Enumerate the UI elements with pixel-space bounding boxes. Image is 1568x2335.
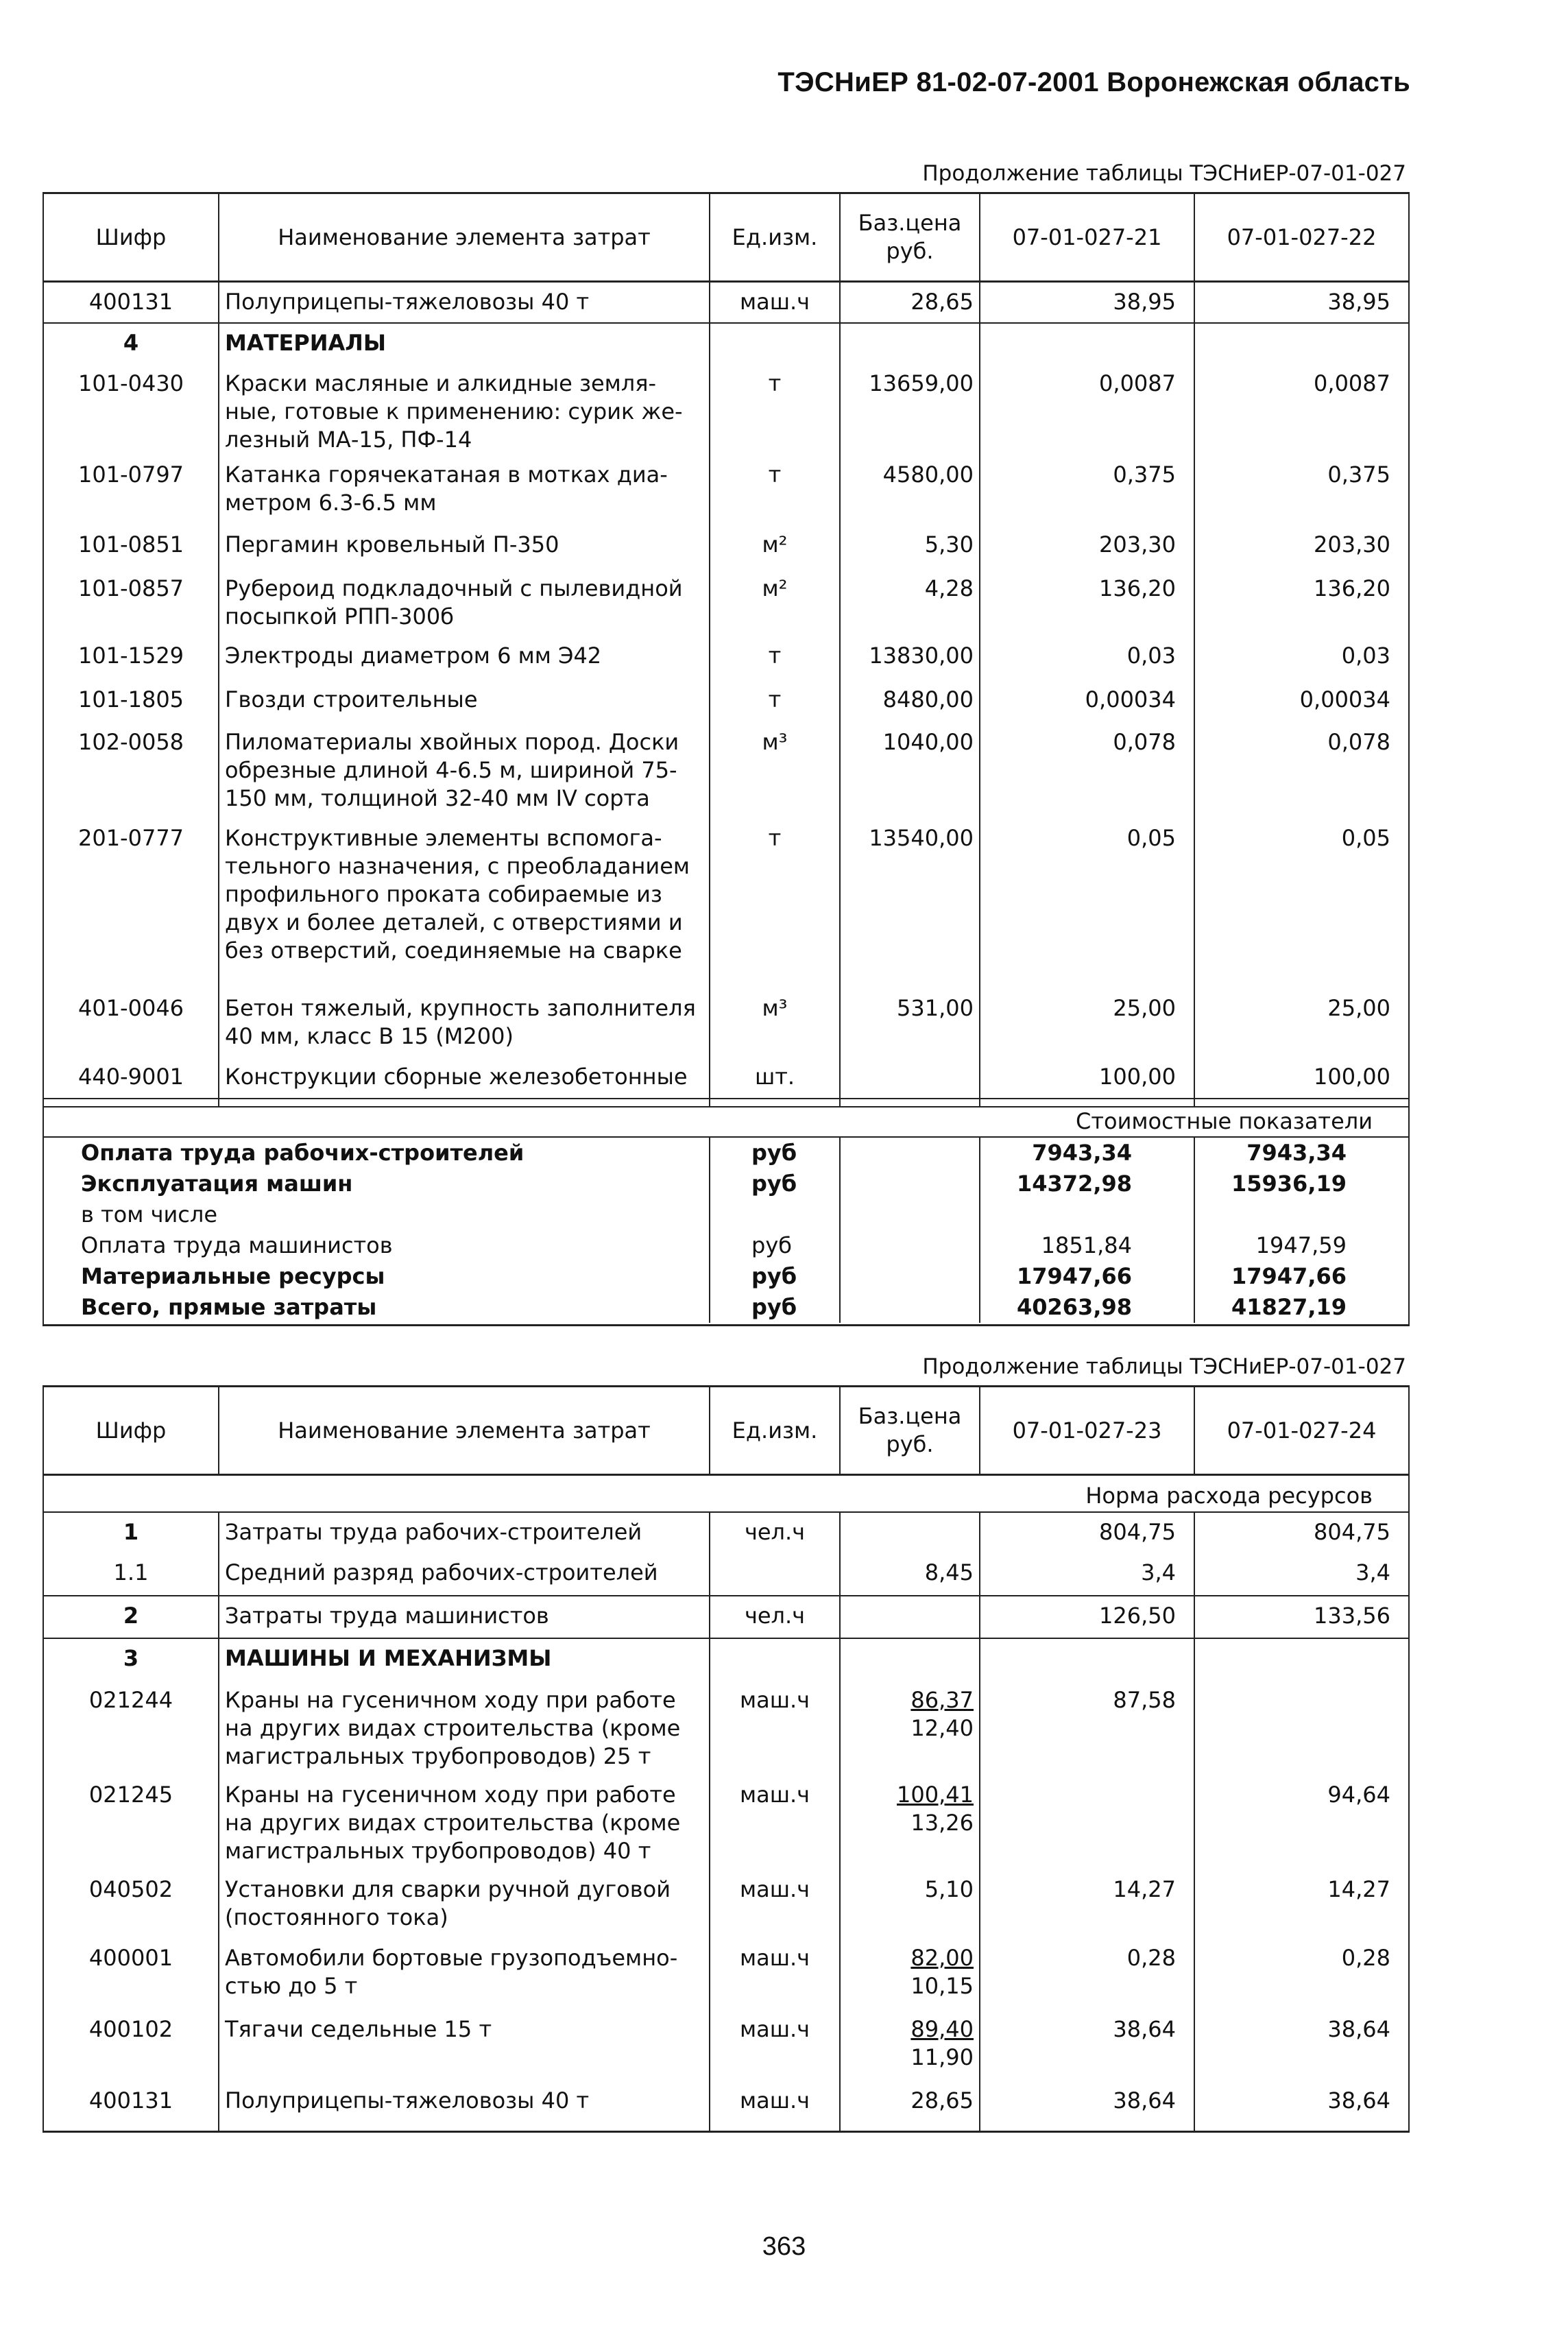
cell-name: Гвозди строительные	[219, 679, 710, 721]
total-unit: руб	[710, 1292, 840, 1323]
total-label: в том числе	[43, 1199, 710, 1230]
cell-value: 0,0087	[1194, 363, 1409, 454]
cell-unit: т	[710, 635, 840, 679]
total-value: 14372,98	[980, 1169, 1194, 1199]
cell-price: 5,30	[840, 524, 980, 568]
cell-value	[1194, 1638, 1409, 1681]
cell-name: Тягачи седельные 15 т	[219, 2010, 710, 2081]
cell-value: 38,64	[1194, 2010, 1409, 2081]
cell-unit: т	[710, 679, 840, 721]
cell-unit: маш.ч	[710, 1681, 840, 1775]
cell-value: 126,50	[980, 1596, 1194, 1638]
cell-value: 0,078	[980, 721, 1194, 817]
cell-name: Полуприцепы-тяжеловозы 40 т	[219, 282, 710, 323]
total-price	[840, 1292, 980, 1323]
cell-name: Электроды диаметром 6 мм Э42	[219, 635, 710, 679]
table-row	[43, 524, 1409, 568]
cell-value: 14,27	[980, 1870, 1194, 1939]
cell-unit: м³	[710, 987, 840, 1056]
cell-price	[840, 1056, 980, 1099]
table1	[43, 192, 1410, 1326]
cell-price	[840, 2010, 980, 2081]
table-row	[43, 1870, 1409, 1939]
section-title: МАТЕРИАЛЫ	[219, 323, 710, 363]
col-header: Баз.цена руб.	[840, 193, 980, 282]
table2-continuation: Продолжение таблицы ТЭСНиЕР-07-01-027	[922, 1354, 1406, 1379]
cell-code: 201-0777	[43, 817, 219, 987]
cell-code: 400102	[43, 2010, 219, 2081]
cell-name: Конструкции сборные железобетонные	[219, 1056, 710, 1099]
cell-value: 38,95	[980, 282, 1194, 323]
cell-price: 4,28	[840, 568, 980, 635]
total-unit: руб	[710, 1137, 840, 1169]
total-label: Оплата труда машинистов	[43, 1230, 710, 1261]
total-row	[43, 1230, 1409, 1261]
total-price	[840, 1199, 980, 1230]
cell-value: 38,64	[980, 2010, 1194, 2081]
cell-value: 136,20	[980, 568, 1194, 635]
total-price	[840, 1261, 980, 1292]
price-value: 100,41	[897, 1781, 974, 1808]
total-value: 7943,34	[1194, 1137, 1409, 1169]
cell-code: 1.1	[43, 1553, 219, 1596]
table-row	[43, 454, 1409, 524]
cell-name: Краны на гусеничном ходу при работе на других видах строительства (кроме магистральных трубопроводов) 40 т	[219, 1775, 710, 1870]
cell-price	[840, 1939, 980, 2010]
cell-unit: чел.ч	[710, 1512, 840, 1553]
total-row	[43, 1137, 1409, 1169]
col-header: Ед.изм.	[710, 1387, 840, 1475]
cell-value: 94,64	[1194, 1775, 1409, 1870]
total-price	[840, 1230, 980, 1261]
price-machinist-value: 10,15	[910, 1972, 974, 1999]
cell-code: 2	[43, 1596, 219, 1638]
cell-name: Затраты труда машинистов	[219, 1596, 710, 1638]
total-value	[1194, 1199, 1409, 1230]
cell-code: 400001	[43, 1939, 219, 2010]
table2	[43, 1385, 1410, 2133]
cell-value: 87,58	[980, 1681, 1194, 1775]
table-row	[43, 679, 1409, 721]
table1-continuation: Продолжение таблицы ТЭСНиЕР-07-01-027	[922, 161, 1406, 186]
cell-value	[1194, 1681, 1409, 1775]
cell-unit: шт.	[710, 1056, 840, 1099]
total-value: 41827,19	[1194, 1292, 1409, 1323]
cell-unit: чел.ч	[710, 1596, 840, 1638]
cost-header: Стоимостные показатели	[43, 1107, 1409, 1137]
total-row	[43, 1261, 1409, 1292]
cell-code: 021245	[43, 1775, 219, 1870]
table-row	[43, 282, 1409, 323]
cell-value: 100,00	[1194, 1056, 1409, 1099]
cell-value: 3,4	[1194, 1553, 1409, 1596]
total-price	[840, 1169, 980, 1199]
price-value: 86,37	[910, 1686, 974, 1713]
cell-code: 401-0046	[43, 987, 219, 1056]
cell-unit: т	[710, 363, 840, 454]
cell-name: Пергамин кровельный П-350	[219, 524, 710, 568]
cell-unit: т	[710, 454, 840, 524]
cell-value: 203,30	[1194, 524, 1409, 568]
total-value: 7943,34	[980, 1137, 1194, 1169]
cell-value: 0,03	[1194, 635, 1409, 679]
total-unit: руб	[710, 1261, 840, 1292]
cell-unit: т	[710, 817, 840, 987]
cell-code: 102-0058	[43, 721, 219, 817]
cell-unit	[710, 1553, 840, 1596]
table-row	[43, 635, 1409, 679]
total-unit: руб	[710, 1230, 840, 1261]
total-label: Всего, прямые затраты	[43, 1292, 710, 1323]
cell-name: Конструктивные элементы вспомога-тельного назначения, с преобладанием профильного проката собираемые из двух и более деталей, с отверстиями и без отверстий, соединяемые на сварке	[219, 817, 710, 987]
cell-name: Катанка горячекатаная в мотках диа-метром 6.3-6.5 мм	[219, 454, 710, 524]
cell-code: 101-1529	[43, 635, 219, 679]
cell-unit: маш.ч	[710, 282, 840, 323]
total-price	[840, 1137, 980, 1169]
page-number: 363	[762, 2232, 806, 2261]
cell-value	[980, 1638, 1194, 1681]
col-header: Шифр	[43, 1387, 219, 1475]
table-row	[43, 568, 1409, 635]
price-machinist-value: 12,40	[910, 1714, 974, 1741]
cell-price: 8480,00	[840, 679, 980, 721]
table-row	[43, 1681, 1409, 1775]
table-row	[43, 2081, 1409, 2129]
col-header: 07-01-027-22	[1194, 193, 1409, 282]
cell-code: 1	[43, 1512, 219, 1553]
table-row	[43, 1939, 1409, 2010]
total-value: 17947,66	[980, 1261, 1194, 1292]
table-row	[43, 1553, 1409, 1596]
table-row	[43, 363, 1409, 454]
price-machinist-value: 13,26	[910, 1809, 974, 1836]
cell-value: 100,00	[980, 1056, 1194, 1099]
cell-code: 400131	[43, 282, 219, 323]
cell-code: 440-9001	[43, 1056, 219, 1099]
table-row	[43, 1775, 1409, 1870]
table-row	[43, 817, 1409, 987]
table2-header-row	[43, 1387, 1409, 1475]
cell-value: 0,05	[1194, 817, 1409, 987]
cell-value: 14,27	[1194, 1870, 1409, 1939]
cell-value: 0,375	[1194, 454, 1409, 524]
cell-value: 804,75	[980, 1512, 1194, 1553]
cell-unit: м³	[710, 721, 840, 817]
total-value: 1947,59	[1194, 1230, 1409, 1261]
total-value: 40263,98	[980, 1292, 1194, 1323]
cell-name: Установки для сварки ручной дуговой (постоянного тока)	[219, 1870, 710, 1939]
table-row	[43, 721, 1409, 817]
cell-code: 101-0857	[43, 568, 219, 635]
cell-value: 38,64	[1194, 2081, 1409, 2129]
cell-code: 3	[43, 1638, 219, 1681]
cell-value: 0,0087	[980, 363, 1194, 454]
cell-value: 203,30	[980, 524, 1194, 568]
cell-value: 38,64	[980, 2081, 1194, 2129]
cell-value: 3,4	[980, 1553, 1194, 1596]
total-value: 17947,66	[1194, 1261, 1409, 1292]
cell-unit: маш.ч	[710, 1775, 840, 1870]
table1-header-row	[43, 193, 1409, 282]
cell-value	[980, 1775, 1194, 1870]
cell-price	[840, 1681, 980, 1775]
cell-value: 0,00034	[1194, 679, 1409, 721]
cell-price	[840, 1512, 980, 1553]
cell-price	[840, 1596, 980, 1638]
cell-value: 133,56	[1194, 1596, 1409, 1638]
col-header: 07-01-027-23	[980, 1387, 1194, 1475]
cell-value: 0,28	[1194, 1939, 1409, 2010]
col-header: Ед.изм.	[710, 193, 840, 282]
page-header: ТЭСНиЕР 81-02-07-2001 Воронежская область	[777, 67, 1410, 97]
norm-header: Норма расхода ресурсов	[43, 1482, 1409, 1512]
price-value: 5,10	[924, 1876, 974, 1902]
price-value: 89,40	[910, 2015, 974, 2042]
total-label: Оплата труда рабочих-строителей	[43, 1137, 710, 1169]
cell-value: 0,03	[980, 635, 1194, 679]
cell-unit: маш.ч	[710, 1870, 840, 1939]
cell-code: 101-0430	[43, 363, 219, 454]
table-row	[43, 987, 1409, 1056]
cell-unit: маш.ч	[710, 1939, 840, 2010]
section-title: МАШИНЫ И МЕХАНИЗМЫ	[219, 1638, 710, 1681]
col-header: Наименование элемента затрат	[219, 1387, 710, 1475]
table-row	[43, 1056, 1409, 1099]
cell-price: 4580,00	[840, 454, 980, 524]
total-unit: руб	[710, 1169, 840, 1199]
cell-price: 28,65	[840, 282, 980, 323]
cell-code: 101-1805	[43, 679, 219, 721]
cell-unit: маш.ч	[710, 2081, 840, 2129]
cell-name: Пиломатериалы хвойных пород. Доски обрезные длиной 4-6.5 м, шириной 75-150 мм, толщиной 32-40 мм IV сорта	[219, 721, 710, 817]
cell-price: 531,00	[840, 987, 980, 1056]
cell-value: 0,05	[980, 817, 1194, 987]
col-header: 07-01-027-24	[1194, 1387, 1409, 1475]
table-row	[43, 1512, 1409, 1553]
total-value: 1851,84	[980, 1230, 1194, 1261]
price-machinist-value: 11,90	[910, 2044, 974, 2070]
table-row	[43, 2010, 1409, 2081]
price-value: 8,45	[924, 1559, 974, 1585]
col-header: 07-01-027-21	[980, 193, 1194, 282]
table-row	[43, 1596, 1409, 1638]
cell-name: Краны на гусеничном ходу при работе на других видах строительства (кроме магистральных трубопроводов) 25 т	[219, 1681, 710, 1775]
cell-value: 0,375	[980, 454, 1194, 524]
cell-price	[840, 1870, 980, 1939]
cell-price: 13830,00	[840, 635, 980, 679]
cell-code: 101-0851	[43, 524, 219, 568]
total-unit	[710, 1199, 840, 1230]
cell-code: 4	[43, 323, 219, 363]
cell-name: Бетон тяжелый, крупность заполнителя 40 мм, класс В 15 (М200)	[219, 987, 710, 1056]
cell-value: 25,00	[1194, 987, 1409, 1056]
cell-price	[840, 1775, 980, 1870]
cell-code: 400131	[43, 2081, 219, 2129]
cell-name: Средний разряд рабочих-строителей	[219, 1553, 710, 1596]
cell-price: 13540,00	[840, 817, 980, 987]
cell-name: Полуприцепы-тяжеловозы 40 т	[219, 2081, 710, 2129]
total-value	[980, 1199, 1194, 1230]
cell-name: Затраты труда рабочих-строителей	[219, 1512, 710, 1553]
total-row	[43, 1292, 1409, 1323]
cell-unit: маш.ч	[710, 2010, 840, 2081]
total-row	[43, 1199, 1409, 1230]
cell-price	[840, 2081, 980, 2129]
cost-header-row	[43, 1107, 1409, 1137]
total-label: Эксплуатация машин	[43, 1169, 710, 1199]
cell-unit: м²	[710, 568, 840, 635]
col-header: Наименование элемента затрат	[219, 193, 710, 282]
cell-name: Краски масляные и алкидные земля-ные, готовые к применению: сурик же-лезный МА-15, ПФ-14	[219, 363, 710, 454]
cell-price	[840, 1553, 980, 1596]
section-row	[43, 1638, 1409, 1681]
cell-name: Рубероид подкладочный с пылевидной посыпкой РПП-300б	[219, 568, 710, 635]
cell-unit: м²	[710, 524, 840, 568]
price-value: 82,00	[910, 1944, 974, 1971]
section-row	[43, 323, 1409, 363]
cell-unit	[710, 1638, 840, 1681]
cell-name: Автомобили бортовые грузоподъемно-стью до 5 т	[219, 1939, 710, 2010]
cell-price: 1040,00	[840, 721, 980, 817]
cell-code: 101-0797	[43, 454, 219, 524]
cell-code: 040502	[43, 1870, 219, 1939]
cell-price	[840, 1638, 980, 1681]
col-header: Шифр	[43, 193, 219, 282]
cell-value: 0,078	[1194, 721, 1409, 817]
price-value: 28,65	[910, 2087, 974, 2114]
cell-value: 804,75	[1194, 1512, 1409, 1553]
cell-value: 0,00034	[980, 679, 1194, 721]
cell-value: 38,95	[1194, 282, 1409, 323]
cell-value: 25,00	[980, 987, 1194, 1056]
cell-price: 13659,00	[840, 363, 980, 454]
total-row	[43, 1169, 1409, 1199]
norm-header-row	[43, 1482, 1409, 1512]
total-label: Материальные ресурсы	[43, 1261, 710, 1292]
cell-code: 021244	[43, 1681, 219, 1775]
total-value: 15936,19	[1194, 1169, 1409, 1199]
cell-value: 0,28	[980, 1939, 1194, 2010]
cell-value: 136,20	[1194, 568, 1409, 635]
col-header: Баз.цена руб.	[840, 1387, 980, 1475]
